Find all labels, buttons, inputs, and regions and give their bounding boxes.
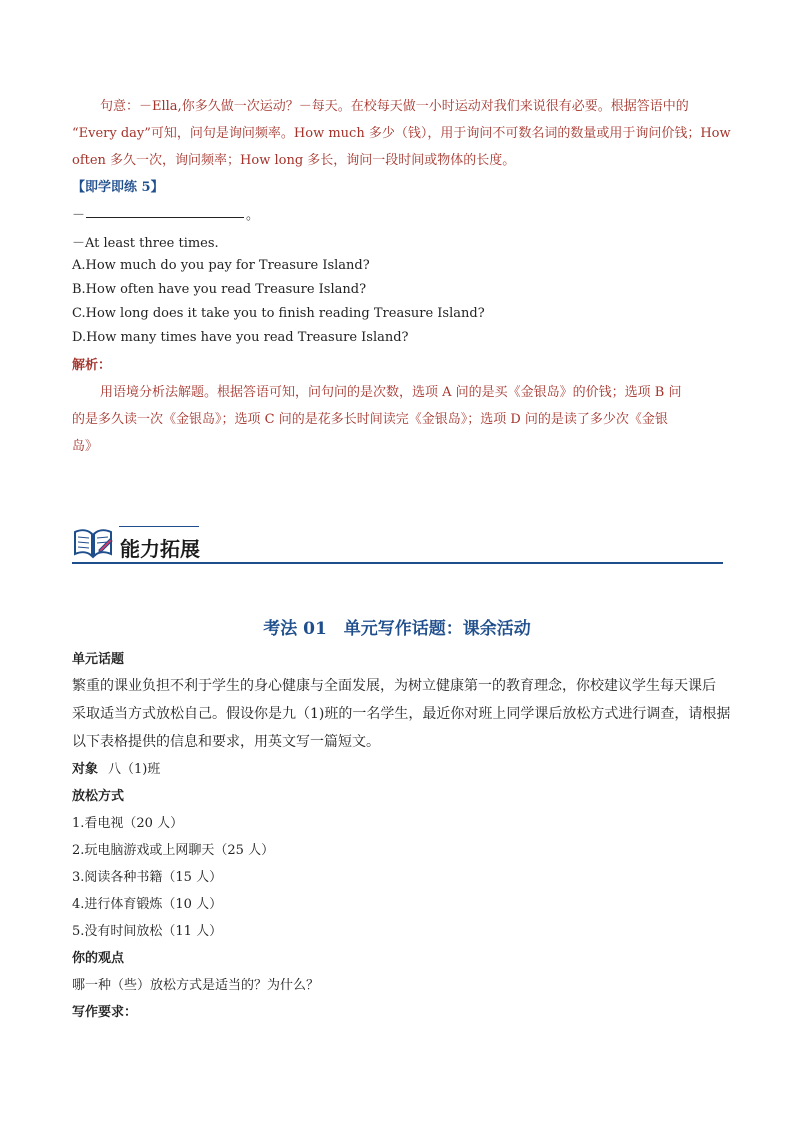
method-item-5: 5.没有时间放松（11 人） <box>72 924 223 939</box>
requirements-label: 写作要求： <box>72 1005 138 1020</box>
analysis-line-3: 岛》 <box>72 439 99 454</box>
analysis-label: 解析： <box>72 358 112 373</box>
answer-line: －At least three times. <box>72 236 219 251</box>
banner-title: 能力拓展 <box>120 537 200 561</box>
explanation-line-2: “Every day”可知，问句是询问频率。How much 多少（钱），用于询问不可数名词的数量或用于询问价钱；How <box>72 126 731 141</box>
analysis-line-2: 的是多久读一次《金银岛》；选项 C 问的是花多长时间读完《金银岛》；选项 D 问的是读了多少次《金银 <box>72 412 668 427</box>
question-dash: － <box>72 208 86 223</box>
methods-label: 放松方式 <box>72 789 125 804</box>
option-b: B.How often have you read Treasure Island? <box>72 282 367 297</box>
practice-heading: 【即学即练 5】 <box>72 180 164 195</box>
option-a: A.How much do you pay for Treasure Island? <box>72 258 370 273</box>
topic-label: 单元话题 <box>72 652 125 667</box>
option-d: D.How many times have you read Treasure Island? <box>72 330 409 345</box>
opinion-question: 哪一种（些）放松方式是适当的？为什么？ <box>72 978 320 993</box>
option-c: C.How long does it take you to finish reading Treasure Island? <box>72 306 485 321</box>
question-end: 。 <box>246 208 260 223</box>
prompt-line-1: 繁重的课业负担不利于学生的身心健康与全面发展，为树立健康第一的教育理念，你校建议学生每天课后 <box>72 678 716 694</box>
section-title: 考法 01 单元写作话题：课余活动 <box>263 619 531 639</box>
banner-bottom-rule <box>72 562 723 564</box>
method-item-4: 4.进行体育锻炼（10 人） <box>72 897 223 912</box>
prompt-line-2: 采取适当方式放松自己。假设你是九（1)班的一名学生，最近你对班上同学课后放松方式进行调查，请根据 <box>72 706 731 722</box>
method-item-3: 3.阅读各种书籍（15 人） <box>72 870 223 885</box>
method-item-1: 1.看电视（20 人） <box>72 816 184 831</box>
method-item-2: 2.玩电脑游戏或上网聊天（25 人） <box>72 843 275 858</box>
target-label: 对象 <box>72 762 99 777</box>
explanation-line-1: 句意：－Ella,你多久做一次运动？－每天。在校每天做一小时运动对我们来说很有必要。根据答语中的 <box>100 99 689 114</box>
banner-top-rule <box>119 526 199 527</box>
answer-blank <box>86 217 244 218</box>
explanation-line-3: often 多久一次，询问频率；How long 多长，询问一段时间或物体的长度。 <box>72 153 516 168</box>
open-book-icon <box>72 524 114 560</box>
analysis-line-1: 用语境分析法解题。根据答语可知，问句问的是次数，选项 A 问的是买《金银岛》的价钱；选项 B 问 <box>100 385 682 400</box>
target-value: 八（1)班 <box>108 762 161 777</box>
prompt-line-3: 以下表格提供的信息和要求，用英文写一篇短文。 <box>72 734 380 750</box>
opinion-label: 你的观点 <box>72 951 125 966</box>
